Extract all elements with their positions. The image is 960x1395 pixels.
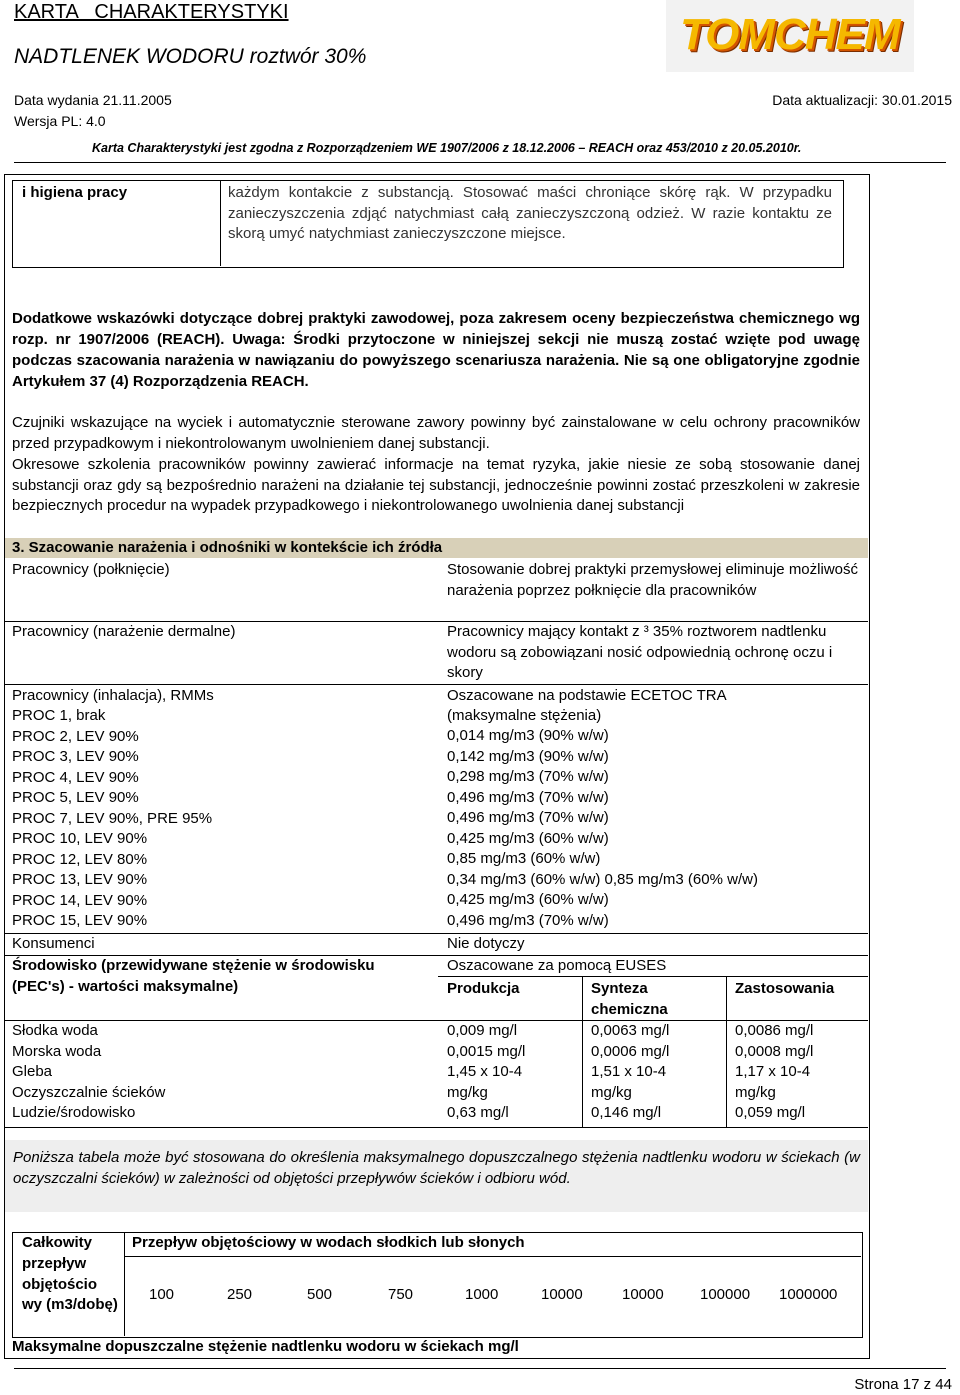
proc-item: PROC 12, LEV 80% bbox=[12, 850, 148, 868]
flow-value: 10000 bbox=[622, 1286, 664, 1303]
proc-value: 0,496 mg/m3 (70% w/w) bbox=[447, 788, 609, 806]
header-divider bbox=[14, 162, 946, 163]
product-name: NADTLENEK WODORU roztwór 30% bbox=[14, 45, 367, 68]
workers-inhalation-label: Pracownicy (inhalacja), RMMs bbox=[12, 687, 214, 704]
flow-values bbox=[125, 1285, 861, 1307]
issue-date: Data wydania 21.11.2005 bbox=[14, 92, 172, 108]
flow-col-header: Przepływ objętościowy w wodach słodkich lub słonych bbox=[132, 1234, 525, 1251]
inhalation-method-2: (maksymalne stężenia) bbox=[447, 707, 602, 724]
proc-item: PROC 1, brak bbox=[12, 707, 106, 724]
additional-para-1: Czujniki wskazujące na wyciek i automatycznie sterowane zawory powinny być zainstalowane w celu ochrony pracowników przed przypadkowym i niekontrolowanym uwolnieniem danej substancji. bbox=[12, 414, 860, 452]
proc-item: PROC 13, LEV 90% bbox=[12, 871, 148, 888]
proc-value: 0,142 mg/m3 (90% w/w) bbox=[447, 747, 609, 765]
env-compartment: Morska woda bbox=[12, 1042, 102, 1060]
workers-dermal-label: Pracownicy (narażenie dermalne) bbox=[12, 623, 236, 640]
env-produkcja-values bbox=[447, 1021, 525, 1124]
proc-list bbox=[12, 706, 432, 932]
env-value: 1,17 x 10-4 bbox=[735, 1063, 811, 1080]
proc-value: 0,496 mg/m3 (70% w/w) bbox=[447, 809, 609, 826]
consumers-label: Konsumenci bbox=[12, 935, 95, 952]
env-value: 0,0015 mg/l bbox=[447, 1042, 526, 1060]
hygiene-label: i higiena pracy bbox=[22, 184, 128, 201]
flow-value: 750 bbox=[388, 1286, 414, 1303]
env-value: 0,009 mg/l bbox=[447, 1022, 518, 1039]
env-zastosowania-values bbox=[735, 1021, 813, 1124]
proc-values bbox=[447, 726, 867, 931]
proc-value: 0,425 mg/m3 (60% w/w) bbox=[447, 829, 609, 847]
flow-value: 1000000 bbox=[779, 1286, 838, 1303]
env-col-zastosowania: Zastosowania bbox=[735, 980, 835, 997]
proc-item: PROC 7, LEV 90%, PRE 95% bbox=[12, 809, 213, 827]
update-date: Data aktualizacji: 30.01.2015 bbox=[772, 92, 952, 108]
doc-type: KARTA CHARAKTERYSTYKI bbox=[14, 1, 289, 23]
proc-item: PROC 3, LEV 90% bbox=[12, 748, 139, 765]
env-value: 0,0006 mg/l bbox=[591, 1042, 670, 1060]
proc-value: 0,34 mg/m3 (60% w/w) 0,85 mg/m3 (60% w/w) bbox=[447, 870, 758, 888]
flow-col-divider bbox=[124, 1232, 125, 1336]
env-col-produkcja: Produkcja bbox=[447, 980, 520, 997]
flow-value: 1000 bbox=[465, 1286, 499, 1303]
env-value: 0,0063 mg/l bbox=[591, 1022, 670, 1039]
env-value: 0,059 mg/l bbox=[735, 1104, 806, 1121]
row-divider bbox=[5, 684, 868, 685]
proc-item: PROC 4, LEV 90% bbox=[12, 768, 139, 786]
footer-divider bbox=[14, 1368, 946, 1369]
env-compartment: Ludzie/środowisko bbox=[12, 1104, 136, 1121]
proc-value: 0,014 mg/m3 (90% w/w) bbox=[447, 727, 609, 744]
proc-item: PROC 10, LEV 90% bbox=[12, 830, 148, 847]
env-synteza-values bbox=[591, 1021, 669, 1124]
env-value: mg/kg bbox=[447, 1083, 488, 1101]
env-col-divider bbox=[726, 976, 727, 1020]
hygiene-text: każdym kontakcie z substancją. Stosować maści chroniące skórę rąk. W przypadku zanieczyszczenia zdjąć natychmiast całą zanieczyszczoną odzież. W razie kontaktu ze skorą umyć natychmiast zanieczyszczone miejsce. bbox=[228, 184, 832, 242]
environment-label: Środowisko (przewidywane stężenie w środowisku (PEC's) - wartości maksymalne) bbox=[12, 957, 375, 995]
env-value: mg/kg bbox=[735, 1083, 776, 1101]
flow-row-divider bbox=[124, 1256, 861, 1257]
flow-value: 500 bbox=[307, 1286, 333, 1303]
proc-value: 0,85 mg/m3 (60% w/w) bbox=[447, 850, 601, 867]
flow-value: 100000 bbox=[700, 1286, 751, 1303]
inhalation-method: Oszacowane na podstawie ECETOC TRA bbox=[447, 687, 727, 704]
flow-note: Poniższa tabela może być stosowana do określenia maksymalnego dopuszczalnego stężenia nadtlenku wodoru w ściekach (w oczyszczalni ścieków) w zależności od objętości przepływów ścieków i odbioru wód. bbox=[5, 1140, 868, 1212]
env-col-divider bbox=[582, 976, 583, 1020]
env-value: mg/kg bbox=[591, 1083, 632, 1101]
env-compartment: Gleba bbox=[12, 1063, 53, 1080]
proc-item: PROC 14, LEV 90% bbox=[12, 891, 148, 909]
workers-dermal-value: Pracownicy mający kontakt z ³ 35% roztworem nadtlenku wodoru są zobowiązani nosić odpowiednią ochronę oczu i skory bbox=[447, 623, 833, 681]
row-divider bbox=[5, 1127, 868, 1128]
flow-value: 10000 bbox=[541, 1286, 583, 1303]
proc-item: PROC 15, LEV 90% bbox=[12, 912, 148, 929]
row-divider bbox=[5, 933, 868, 934]
flow-row-header: Całkowity przepływ objętościo wy (m3/dobę) bbox=[22, 1234, 118, 1314]
section-3-title: 3. Szacowanie narażenia i odnośniki w kontekście ich źródła bbox=[5, 538, 868, 558]
proc-value: 0,425 mg/m3 (60% w/w) bbox=[447, 891, 609, 908]
env-value: 1,51 x 10-4 bbox=[591, 1063, 667, 1080]
version: Wersja PL: 4.0 bbox=[14, 113, 106, 129]
proc-value: 0,298 mg/m3 (70% w/w) bbox=[447, 768, 609, 785]
env-value: 0,146 mg/l bbox=[591, 1104, 662, 1121]
env-value: 0,0008 mg/l bbox=[735, 1042, 814, 1060]
env-compartment: Oczyszczalnie ścieków bbox=[12, 1083, 166, 1101]
env-compartment: Słodka woda bbox=[12, 1022, 98, 1039]
env-col-synteza: Synteza chemiczna bbox=[591, 980, 668, 1018]
env-value: 1,45 x 10-4 bbox=[447, 1063, 523, 1080]
env-col-divider bbox=[726, 1020, 727, 1128]
flow-footer: Maksymalne dopuszczalne stężenie nadtlenku wodoru w ściekach mg/l bbox=[12, 1338, 519, 1355]
workers-ingestion-label: Pracownicy (połknięcie) bbox=[12, 561, 170, 578]
env-value: 0,63 mg/l bbox=[447, 1104, 509, 1121]
proc-item: PROC 2, LEV 90% bbox=[12, 727, 139, 745]
additional-para-2: Okresowe szkolenia pracowników powinny zawierać informacje na temat ryzyka, jakie niesie ze sobą stosowanie danej substancji oraz gdy są bezpośrednio narażeni na działanie tej substancji, jednocześnie powinni zostać przeszkoleni w zakresie bezpiecznych procedur na wypadek przypadkowego i niekontrolowanego uwolnienia danej substancji bbox=[12, 456, 860, 514]
tomchem-logo bbox=[666, 0, 914, 72]
workers-ingestion-value: Stosowanie dobrej praktyki przemysłowej eliminuje możliwość narażenia poprzez połknięcie dla pracowników bbox=[447, 561, 858, 599]
proc-item: PROC 5, LEV 90% bbox=[12, 789, 139, 806]
consumers-value: Nie dotyczy bbox=[447, 935, 525, 952]
hygiene-col-divider bbox=[220, 180, 221, 266]
page-number: Strona 17 z 44 bbox=[854, 1376, 952, 1393]
compliance-note: Karta Charakterystyki jest zgodna z Rozporządzeniem WE 1907/2006 z 18.12.2006 – REACH oraz 453/2010 z 20.05.2010r. bbox=[92, 141, 802, 155]
flow-value: 100 bbox=[149, 1286, 175, 1303]
env-value: 0,0086 mg/l bbox=[735, 1022, 814, 1039]
env-compartments bbox=[12, 1021, 165, 1124]
proc-value: 0,496 mg/m3 (70% w/w) bbox=[447, 911, 609, 929]
environment-method: Oszacowane za pomocą EUSES bbox=[447, 957, 667, 974]
logo-text: TOMCHEM bbox=[680, 10, 900, 59]
row-divider bbox=[438, 976, 868, 977]
flow-value: 250 bbox=[227, 1286, 253, 1303]
env-col-divider bbox=[582, 1020, 583, 1128]
additional-guidance-bold: Dodatkowe wskazówki dotyczące dobrej praktyki zawodowej, poza zakresem oceny bezpieczeństwa chemicznego wg rozp. nr 1907/2006 (REACH). Uwaga: Środki przytoczone w niniejszej sekcji nie muszą zostać wzięte pod uwagę podczas szacowania narażenia w nawiązaniu do powyższego scenariusza narażenia. Nie są one obligatoryjne zgodnie Artykułem 37 (4) Rozporządzenia REACH. bbox=[12, 310, 860, 390]
